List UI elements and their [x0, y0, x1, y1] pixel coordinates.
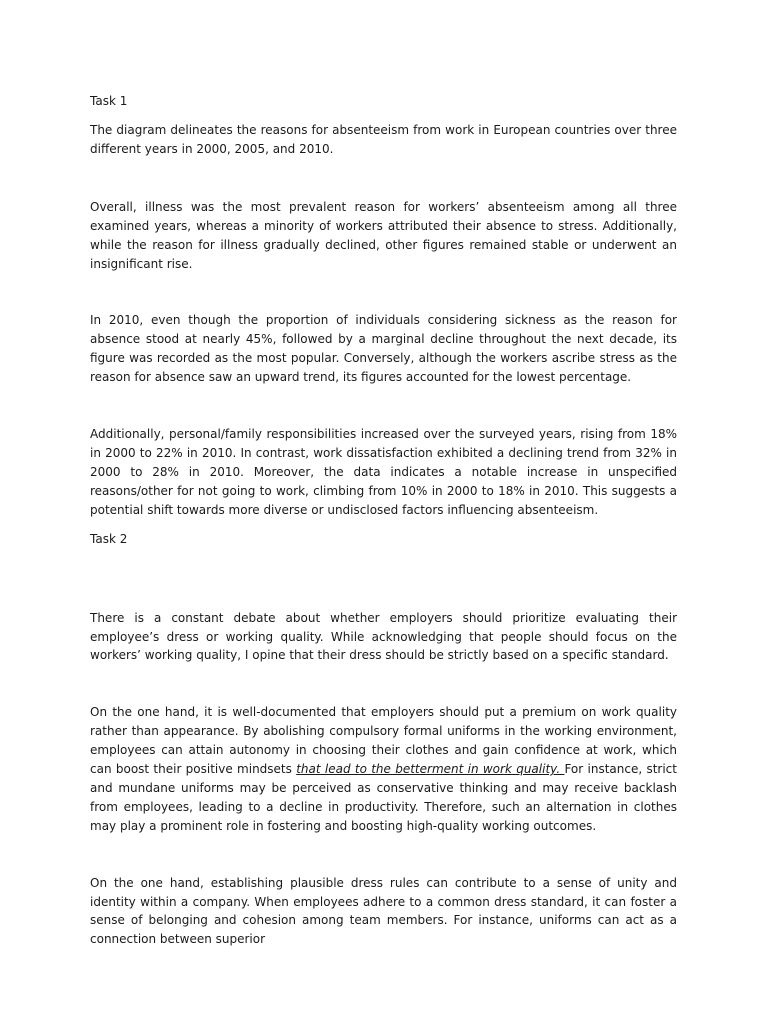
spacer — [90, 111, 677, 121]
spacer — [90, 665, 677, 703]
document-page — [90, 92, 677, 949]
task1-overview-paragraph: Overall, illness was the most prevalent reason for workers’ absenteeism among all three examined years, whereas a minority of workers attributed their absence to stress. Additionally, while the reason for illness gradually declined, other figures remained stable or underwent an insignificant rise. — [90, 199, 677, 271]
body1-text-start: On the one hand, it is well-documented that employers should put a premium on work quality rather than appearance. By abolishing compulsory formal uniforms in the working environment, employees can attain autonomy in choosing their clothes and gain confidence at work, which can boost their positive mindsets — [90, 705, 677, 777]
spacer — [90, 520, 677, 530]
task1-body2-paragraph: Additionally, personal/family responsibilities increased over the surveyed years, rising from 18% in 2000 to 22% in 2010. In contrast, work dissatisfaction exhibited a declining trend from 32% in 2000 to 28% in 2010. Moreover, the data indicates a notable increase in unspecified reasons/other for not going to work, climbing from 10% in 2000 to 18% in 2010. This suggests a potential shift towards more diverse or undisclosed factors influencing absenteeism. — [90, 427, 677, 517]
task2-body2-paragraph: On the one hand, establishing plausible dress rules can contribute to a sense of unity and identity within a company. When employees adhere to a common dress standard, it can foster a sense of belonging and cohesion among team members. For instance, uniforms can act as a connection between superior — [90, 875, 677, 947]
task1-body1-paragraph: In 2010, even though the proportion of individuals considering sickness as the reason for absence stood at nearly 45%, followed by a marginal decline throughout the next decade, its figure was recorded as the most popular. Conversely, although the workers ascribe stress as the reason for absence saw an upward trend, its figures accounted for the lowest percentage. — [90, 313, 677, 385]
spacer — [90, 273, 677, 311]
task2-intro-paragraph: There is a constant debate about whether employers should prioritize evaluating their employee’s dress or working quality. While acknowledging that people should focus on the workers’ working quality, I opine that their dress should be strictly based on a specific standard. — [90, 610, 677, 663]
spacer — [90, 836, 677, 874]
underlined-phrase: that lead to the betterment in work quality. — [296, 762, 565, 777]
task1-intro-paragraph: The diagram delineates the reasons for absenteeism from work in European countries over three different years in 2000, 2005, and 2010. — [90, 123, 677, 156]
task2-heading: Task 2 — [90, 531, 128, 546]
spacer — [90, 549, 677, 609]
spacer — [90, 387, 677, 425]
task1-heading: Task 1 — [90, 94, 128, 108]
task2-body1-paragraph — [90, 703, 677, 835]
spacer — [90, 159, 677, 198]
body1-text-end: For instance, strict and mundane uniforms may be perceived as conservative thinking and may receive backlash from employees, leading to a decline in productivity. Therefore, such an alternation in clothes may play a prominent role in fostering and boosting high-quality working outcomes. — [90, 762, 677, 833]
